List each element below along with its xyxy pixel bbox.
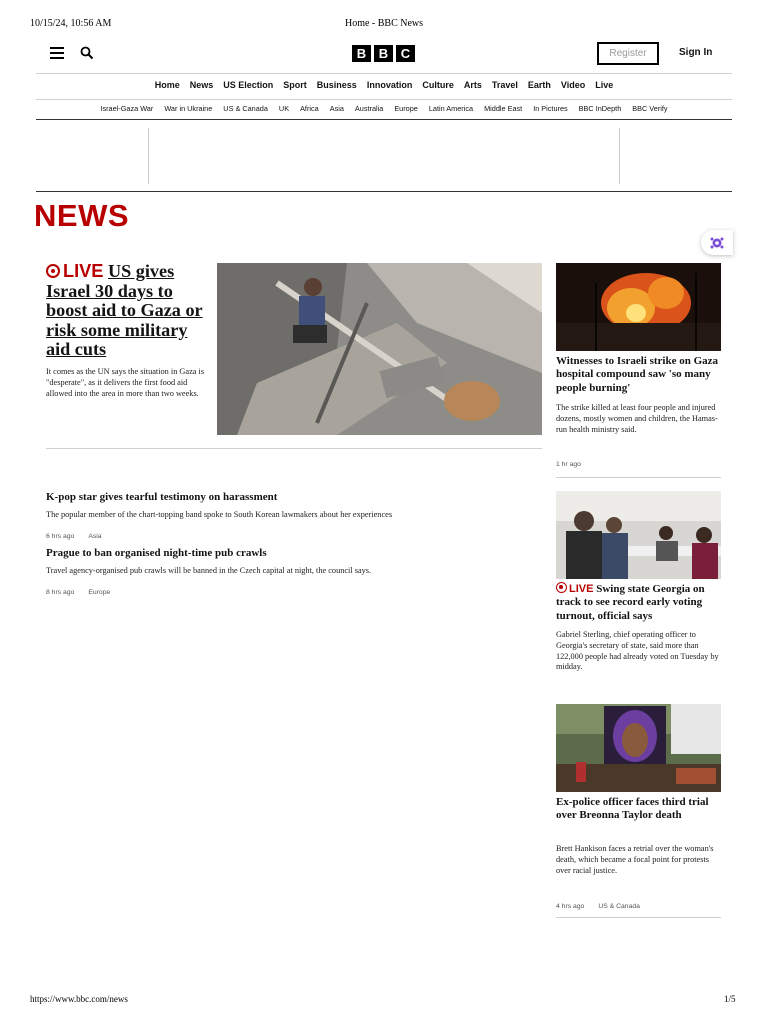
divider: [556, 477, 721, 478]
secondary-nav: [36, 104, 732, 113]
story-summary: Brett Hankison faces a retrial over the woman's death, which became a focal point for protests over racial justice.: [556, 844, 714, 875]
subnav-item-middle-east[interactable]: Middle East: [484, 104, 523, 113]
nav-item-live[interactable]: Live: [595, 80, 614, 90]
story-tag[interactable]: Asia: [88, 533, 102, 540]
subnav-item-uk[interactable]: UK: [278, 104, 290, 113]
register-button[interactable]: Register: [597, 42, 659, 65]
story-tag[interactable]: US & Canada: [598, 903, 640, 910]
story-image[interactable]: [556, 704, 721, 792]
nav-item-news[interactable]: News: [189, 80, 214, 90]
divider: [36, 119, 732, 120]
story-headline[interactable]: Prague to ban organised night-time pub crawls: [46, 547, 267, 559]
subnav-item-in-pictures[interactable]: In Pictures: [533, 104, 568, 113]
story-time: 6 hrs ago: [46, 533, 75, 540]
nav-item-earth[interactable]: Earth: [527, 80, 551, 90]
story-time: 4 hrs ago: [556, 903, 585, 910]
section-title: NEWS: [34, 198, 129, 233]
nav-item-culture[interactable]: Culture: [422, 80, 454, 90]
search-icon[interactable]: [80, 46, 94, 65]
logo-letter: B: [352, 45, 371, 62]
bbc-logo[interactable]: [352, 45, 415, 62]
divider: [46, 448, 542, 449]
print-page-number: 1/5: [724, 994, 736, 1004]
story-time: 8 hrs ago: [46, 589, 75, 596]
story-meta: [556, 903, 640, 910]
subnav-item-war-in-ukraine[interactable]: War in Ukraine: [164, 104, 213, 113]
story-headline-text[interactable]: Swing state Georgia on track to see record early voting turnout, official says: [556, 583, 705, 622]
nav-item-travel[interactable]: Travel: [491, 80, 518, 90]
story-summary: Travel agency-organised pub crawls will be banned in the Czech capital at night, the council says.: [46, 566, 372, 575]
subnav-item-africa[interactable]: Africa: [300, 104, 319, 113]
print-url: https://www.bbc.com/news: [30, 994, 128, 1004]
logo-letter: C: [396, 45, 415, 62]
live-icon: [46, 264, 60, 278]
story-image[interactable]: [556, 263, 721, 351]
story-headline[interactable]: [556, 582, 721, 623]
nav-item-video[interactable]: Video: [560, 80, 586, 90]
story-headline[interactable]: Ex-police officer faces third trial over Breonna Taylor death: [556, 796, 709, 822]
divider: [556, 917, 721, 918]
live-label: LIVE: [569, 583, 594, 595]
story-headline[interactable]: K-pop star gives tearful testimony on harassment: [46, 491, 278, 503]
story-meta: [46, 533, 102, 540]
lead-story-summary: It comes as the UN says the situation in Gaza is "desperate", as it delivers the first food aid allowed into the area in more than two weeks.: [46, 367, 205, 398]
nav-item-sport[interactable]: Sport: [283, 80, 307, 90]
nav-item-innovation[interactable]: Innovation: [366, 80, 413, 90]
lead-story-headline[interactable]: [46, 262, 212, 360]
subnav-item-bbc-indepth[interactable]: BBC InDepth: [578, 104, 622, 113]
menu-icon[interactable]: [50, 47, 64, 59]
sign-in-link[interactable]: Sign In: [679, 47, 713, 58]
subnav-item-asia[interactable]: Asia: [329, 104, 344, 113]
subnav-item-us-canada[interactable]: US & Canada: [223, 104, 268, 113]
story-meta: [46, 589, 110, 596]
story-summary: Gabriel Sterling, chief operating officer to Georgia's secretary of state, said more than 122,000 people had already voted on Tuesday by midday.: [556, 630, 719, 672]
subnav-item-europe[interactable]: Europe: [394, 104, 418, 113]
subnav-item-bbc-verify[interactable]: BBC Verify: [632, 104, 668, 113]
nav-item-home[interactable]: Home: [154, 80, 180, 90]
live-badge: [46, 261, 103, 281]
lead-headline-text[interactable]: US gives Israel 30 days to boost aid to Gaza or risk some military aid cuts: [46, 261, 203, 360]
assistant-icon[interactable]: [701, 230, 733, 255]
live-badge: [556, 583, 593, 595]
nav-item-us-election[interactable]: US Election: [223, 80, 274, 90]
story-meta: [556, 461, 581, 468]
ad-slot: [148, 128, 620, 184]
nav-item-arts[interactable]: Arts: [463, 80, 482, 90]
print-datetime: 10/15/24, 10:56 AM: [30, 18, 112, 29]
divider: [36, 99, 732, 100]
nav-item-business[interactable]: Business: [316, 80, 357, 90]
lead-story-image[interactable]: [217, 263, 542, 435]
story-tag[interactable]: Europe: [88, 589, 111, 596]
story-headline[interactable]: Witnesses to Israeli strike on Gaza hospital compound saw 'so many people burning': [556, 355, 719, 394]
subnav-item-australia[interactable]: Australia: [354, 104, 384, 113]
divider: [36, 73, 732, 74]
live-label: LIVE: [63, 261, 104, 281]
live-icon: [556, 582, 567, 593]
divider: [36, 191, 732, 192]
subnav-item-latin-america[interactable]: Latin America: [428, 104, 474, 113]
subnav-item-israel-gaza-war[interactable]: Israel-Gaza War: [100, 104, 154, 113]
story-summary: The popular member of the chart-topping band spoke to South Korean lawmakers about her experiences: [46, 510, 393, 519]
primary-nav: [36, 80, 732, 90]
story-summary: The strike killed at least four people and injured dozens, mostly women and children, the Hamas-run health ministry said.: [556, 403, 718, 434]
print-page-title: Home - BBC News: [344, 18, 424, 29]
story-image[interactable]: [556, 491, 721, 579]
logo-letter: B: [374, 45, 393, 62]
story-time: 1 hr ago: [556, 461, 581, 468]
